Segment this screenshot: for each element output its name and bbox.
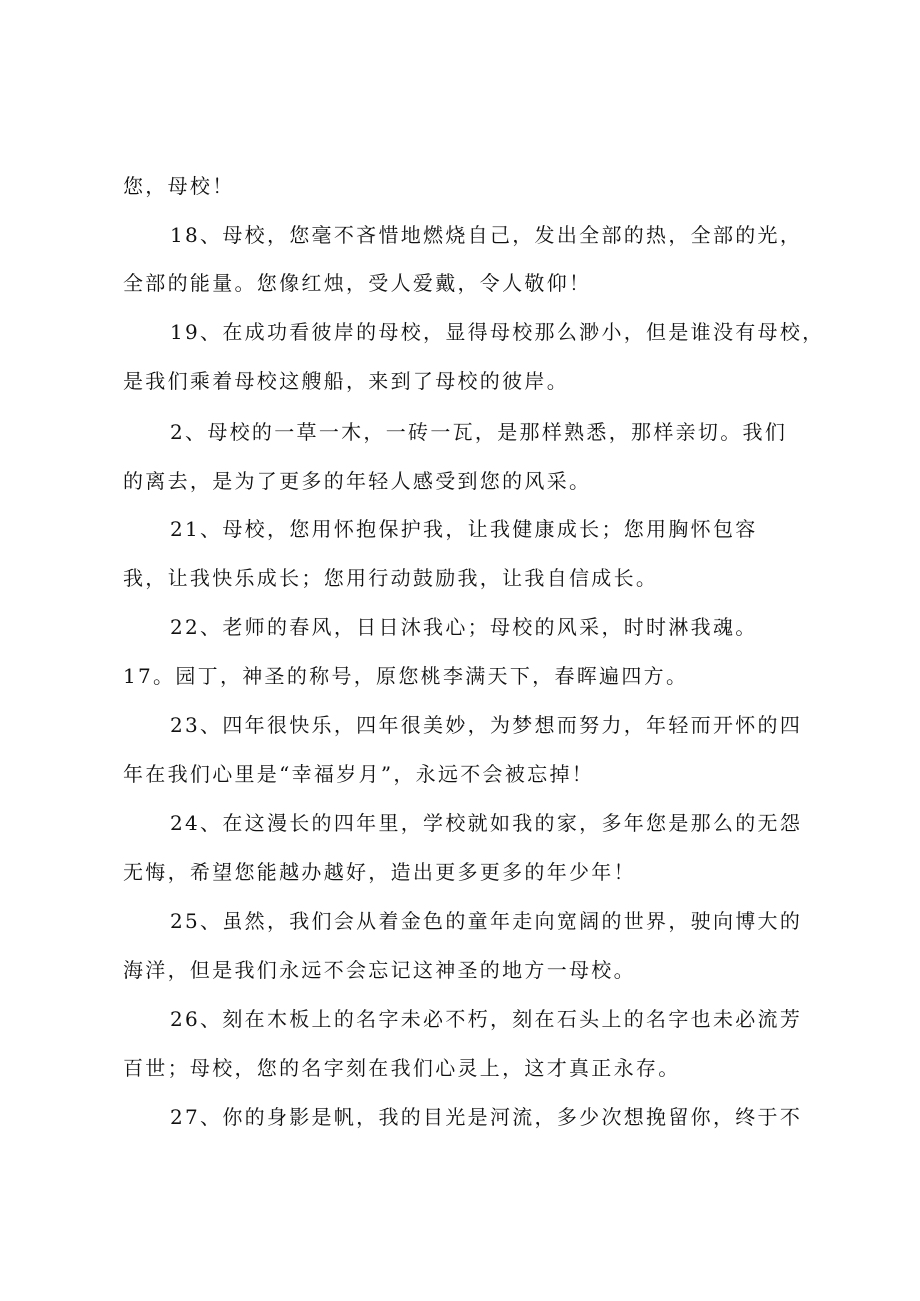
text-line: 无悔，希望您能越办越好，造出更多更多的年少年！ xyxy=(123,860,636,884)
text-line: 24、在这漫长的四年里，学校就如我的家，多年您是那么的无怨 xyxy=(170,811,803,835)
text-line: 23、四年很快乐，四年很美妙，为梦想而努力，年轻而开怀的四 xyxy=(170,713,803,737)
text-line: 全部的能量。您像红烛，受人爱戴，令人敬仰！ xyxy=(123,271,592,295)
text-line: 27、你的身影是帆，我的目光是河流，多少次想挽留你，终于不 xyxy=(170,1105,803,1129)
text-line: 年在我们心里是“幸福岁月”，永远不会被忘掉！ xyxy=(123,762,595,786)
text-line: 17。园丁，神圣的称号，原您桃李满天下，春晖遍四方。 xyxy=(123,664,689,688)
text-line: 百世；母校，您的名字刻在我们心灵上，这才真正永存。 xyxy=(123,1056,681,1080)
text-line: 2、母校的一草一木，一砖一瓦，是那样熟悉，那样亲切。我们 xyxy=(170,420,788,444)
text-line: 22、老师的春风，日日沐我心；母校的风采，时时淋我魂。 xyxy=(170,615,758,639)
text-line: 我，让我快乐成长；您用行动鼓励我，让我自信成长。 xyxy=(123,566,659,590)
text-line: 海洋，但是我们永远不会忘记这神圣的地方一母校。 xyxy=(123,958,636,982)
text-line: 的离去，是为了更多的年轻人感受到您的风采。 xyxy=(123,469,592,493)
text-line: 25、虽然，我们会从着金色的童年走向宽阔的世界，驶向博大的 xyxy=(170,909,803,933)
text-line: 您，母校！ xyxy=(123,174,235,198)
text-line: 19、在成功看彼岸的母校，显得母校那么渺小，但是谁没有母校， xyxy=(170,320,825,344)
text-line: 21、母校，您用怀抱保护我，让我健康成长；您用胸怀包容 xyxy=(170,517,758,541)
text-line: 18、母校，您毫不吝惜地燃烧自己，发出全部的热，全部的光， xyxy=(170,223,803,247)
text-line: 是我们乘着母校这艘船，来到了母校的彼岸。 xyxy=(123,369,569,393)
text-line: 26、刻在木板上的名字未必不朽，刻在石头上的名字也未必流芳 xyxy=(170,1007,803,1031)
